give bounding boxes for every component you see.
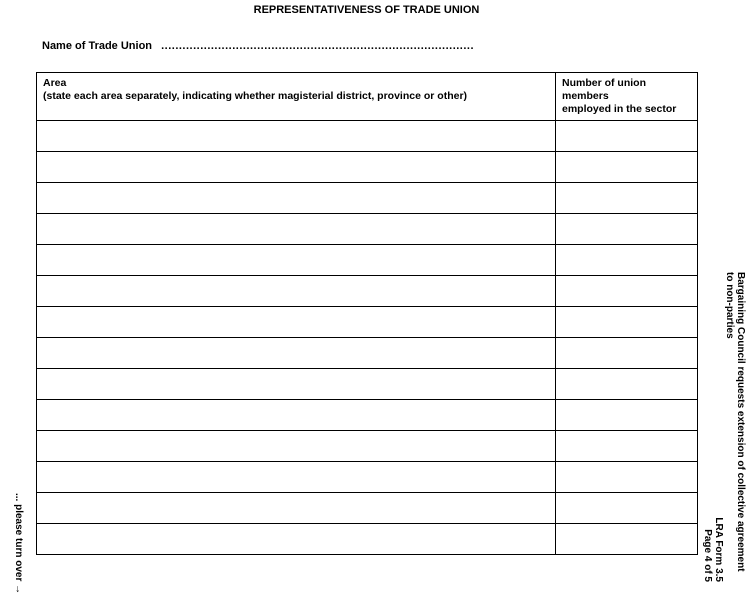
- area-cell[interactable]: [37, 431, 556, 462]
- page-number: Page 4 of 5: [702, 529, 713, 582]
- members-cell[interactable]: [556, 245, 698, 276]
- union-name-label: Name of Trade Union: [42, 40, 153, 52]
- union-name-field[interactable]: ........................................................................................: [161, 40, 475, 52]
- area-cell[interactable]: [37, 276, 556, 307]
- table-row: [37, 152, 698, 183]
- table-row: [37, 183, 698, 214]
- members-cell[interactable]: [556, 493, 698, 524]
- area-column-header: [37, 73, 556, 121]
- form-number: LRA Form 3.5: [713, 517, 724, 582]
- table-header-row: [37, 73, 698, 121]
- table-row: [37, 431, 698, 462]
- members-header-line2: employed in the sector: [562, 103, 677, 115]
- area-cell[interactable]: [37, 338, 556, 369]
- turn-over-note: ... please turn over →: [13, 493, 24, 594]
- table-row: [37, 121, 698, 152]
- area-cell[interactable]: [37, 369, 556, 400]
- members-header-line1: Number of union members: [562, 77, 646, 102]
- table-row: [37, 307, 698, 338]
- area-header-title: Area: [43, 77, 67, 89]
- area-cell[interactable]: [37, 245, 556, 276]
- members-cell[interactable]: [556, 276, 698, 307]
- members-cell[interactable]: [556, 338, 698, 369]
- side-footer-right: [700, 272, 746, 582]
- members-cell[interactable]: [556, 524, 698, 555]
- members-cell[interactable]: [556, 400, 698, 431]
- table-body: [37, 121, 698, 555]
- table-row: [37, 400, 698, 431]
- members-cell[interactable]: [556, 307, 698, 338]
- members-cell[interactable]: [556, 152, 698, 183]
- table-row: [37, 493, 698, 524]
- area-cell[interactable]: [37, 400, 556, 431]
- members-column-header: [556, 73, 698, 121]
- members-cell[interactable]: [556, 183, 698, 214]
- members-cell[interactable]: [556, 369, 698, 400]
- area-cell[interactable]: [37, 121, 556, 152]
- side-footer-left: [10, 493, 24, 594]
- area-cell[interactable]: [37, 524, 556, 555]
- table-row: [37, 214, 698, 245]
- table-row: [37, 369, 698, 400]
- area-cell[interactable]: [37, 493, 556, 524]
- table-row: [37, 338, 698, 369]
- members-cell[interactable]: [556, 121, 698, 152]
- representativeness-table: [36, 72, 698, 555]
- table-row: [37, 462, 698, 493]
- area-cell[interactable]: [37, 152, 556, 183]
- members-cell[interactable]: [556, 214, 698, 245]
- area-cell[interactable]: [37, 307, 556, 338]
- area-header-instructions: (state each area separately, indicating whether magisterial district, province or other): [43, 90, 468, 102]
- members-cell[interactable]: [556, 431, 698, 462]
- page-title: REPRESENTATIVENESS OF TRADE UNION: [253, 4, 480, 16]
- area-cell[interactable]: [37, 214, 556, 245]
- union-name-line: [42, 40, 474, 52]
- members-cell[interactable]: [556, 462, 698, 493]
- table-row: [37, 276, 698, 307]
- form-description: Bargaining Council requests extension of collective agreement to non-parties: [724, 272, 746, 572]
- area-cell[interactable]: [37, 183, 556, 214]
- area-cell[interactable]: [37, 462, 556, 493]
- table-row: [37, 245, 698, 276]
- table-row: [37, 524, 698, 555]
